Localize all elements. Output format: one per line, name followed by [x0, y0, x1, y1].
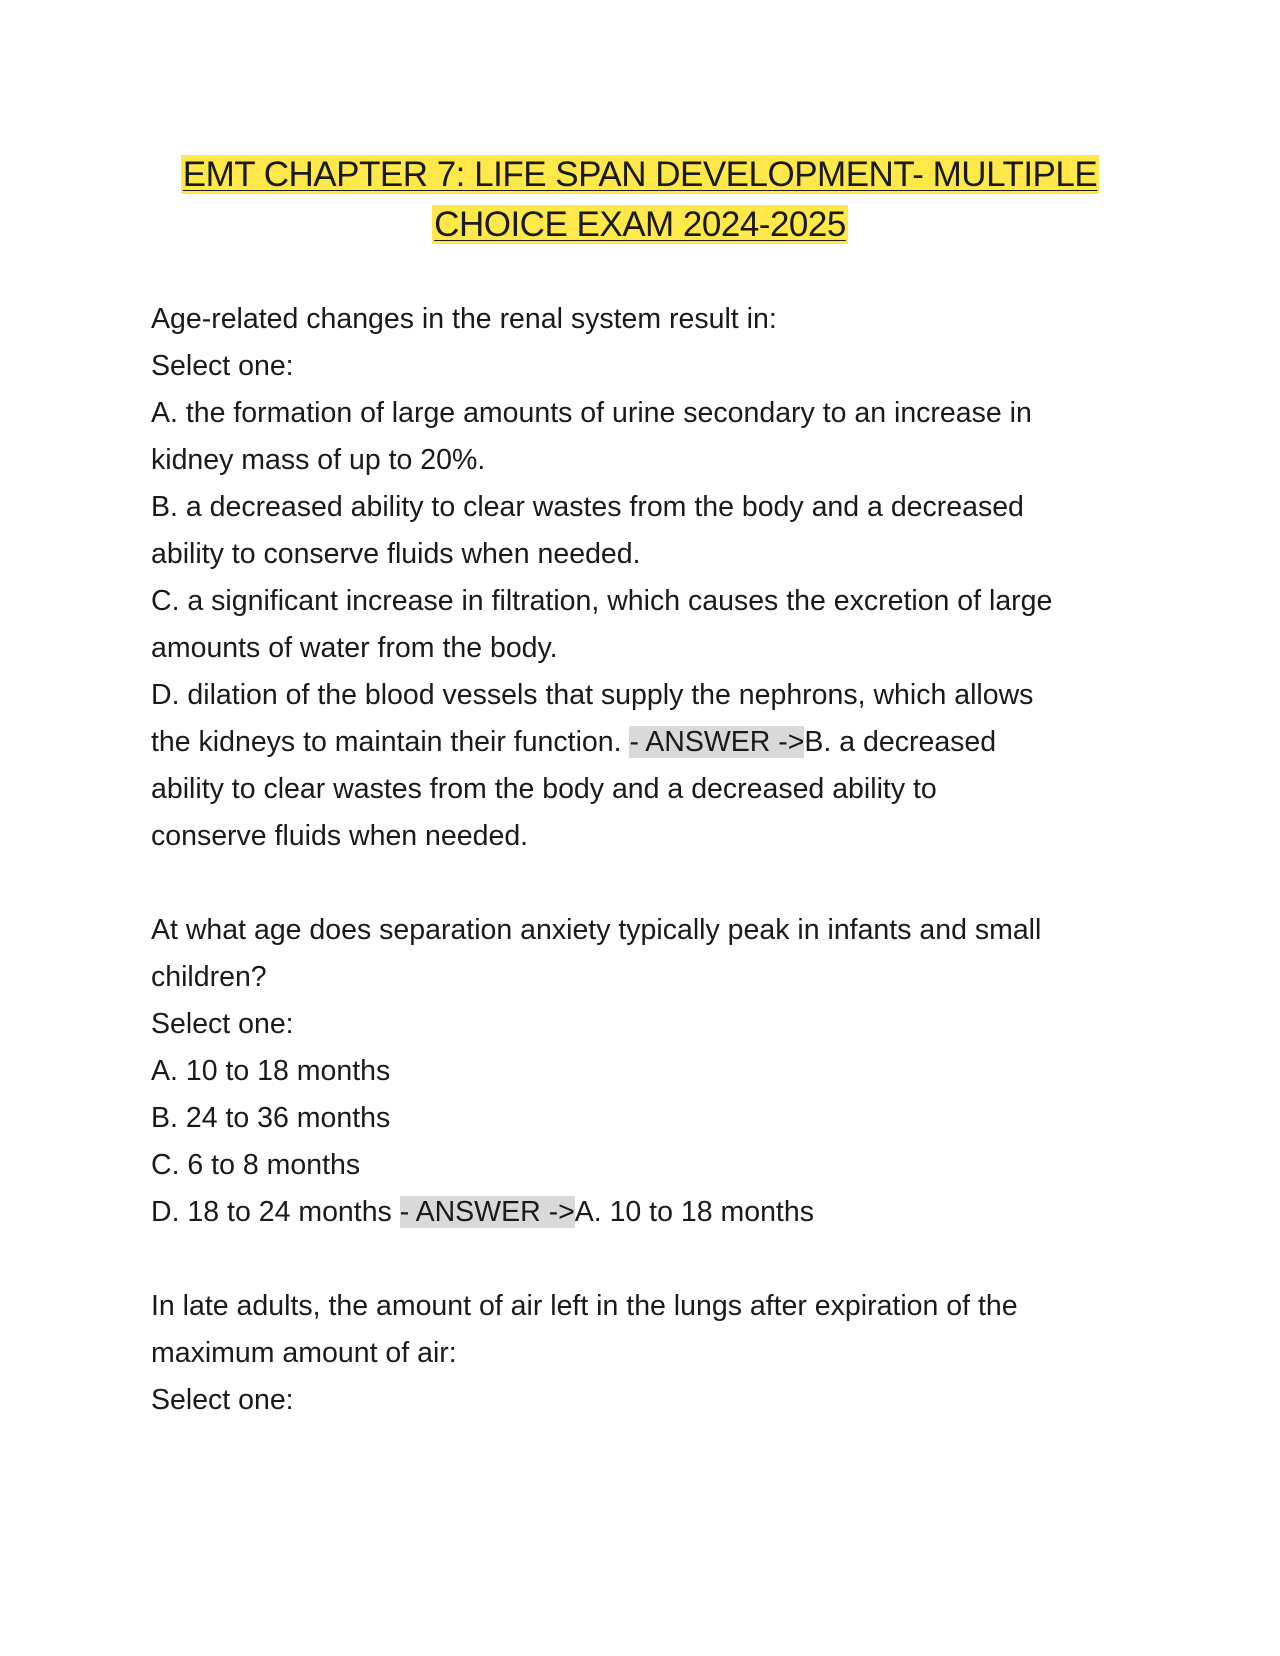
answer-marker: - ANSWER -> — [399, 1196, 575, 1228]
answer-text: A. 10 to 18 months — [574, 1196, 814, 1228]
option-d-cont: the kidneys to maintain their function. — [151, 726, 630, 758]
option-a-cont: kidney mass of up to 20%. — [151, 444, 486, 476]
title-line-2: CHOICE EXAM 2024-2025 — [434, 205, 846, 244]
title-line-1: EMT CHAPTER 7: LIFE SPAN DEVELOPMENT- MULTIPLE — [182, 155, 1098, 194]
question-block — [151, 296, 1141, 860]
option-c: C. 6 to 8 months — [151, 1149, 361, 1181]
select-one-label: Select one: — [151, 1384, 294, 1416]
question-list — [151, 296, 1141, 1424]
answer-text-cont: ability to clear wastes from the body and a decreased ability to — [151, 773, 937, 805]
option-b: B. a decreased ability to clear wastes from the body and a decreased — [151, 491, 1024, 523]
answer-line — [151, 1189, 1141, 1236]
option-d: D. 18 to 24 months — [151, 1196, 400, 1228]
select-one-label: Select one: — [151, 1008, 294, 1040]
question-block — [151, 1283, 1141, 1424]
question-stem: In late adults, the amount of air left in the lungs after expiration of the — [151, 1290, 1018, 1322]
question-stem: At what age does separation anxiety typically peak in infants and small — [151, 914, 1042, 946]
option-c-cont: amounts of water from the body. — [151, 632, 558, 664]
answer-line — [151, 719, 1141, 766]
option-b-cont: ability to conserve fluids when needed. — [151, 538, 641, 570]
answer-text-cont: conserve fluids when needed. — [151, 820, 529, 852]
question-block — [151, 907, 1141, 1236]
document-title — [150, 150, 1130, 250]
question-stem: Age-related changes in the renal system result in: — [151, 303, 777, 335]
spacer — [151, 1236, 1141, 1283]
question-stem-cont: children? — [151, 961, 267, 993]
option-b: B. 24 to 36 months — [151, 1102, 391, 1134]
answer-text: B. a decreased — [804, 726, 997, 758]
select-one-label: Select one: — [151, 350, 294, 382]
option-a: A. the formation of large amounts of urine secondary to an increase in — [151, 397, 1032, 429]
answer-marker: - ANSWER -> — [629, 726, 805, 758]
question-stem-cont: maximum amount of air: — [151, 1337, 457, 1369]
option-a: A. 10 to 18 months — [151, 1055, 391, 1087]
option-d: D. dilation of the blood vessels that supply the nephrons, which allows — [151, 679, 1034, 711]
spacer — [151, 860, 1141, 907]
option-c: C. a significant increase in filtration, which causes the excretion of large — [151, 585, 1053, 617]
